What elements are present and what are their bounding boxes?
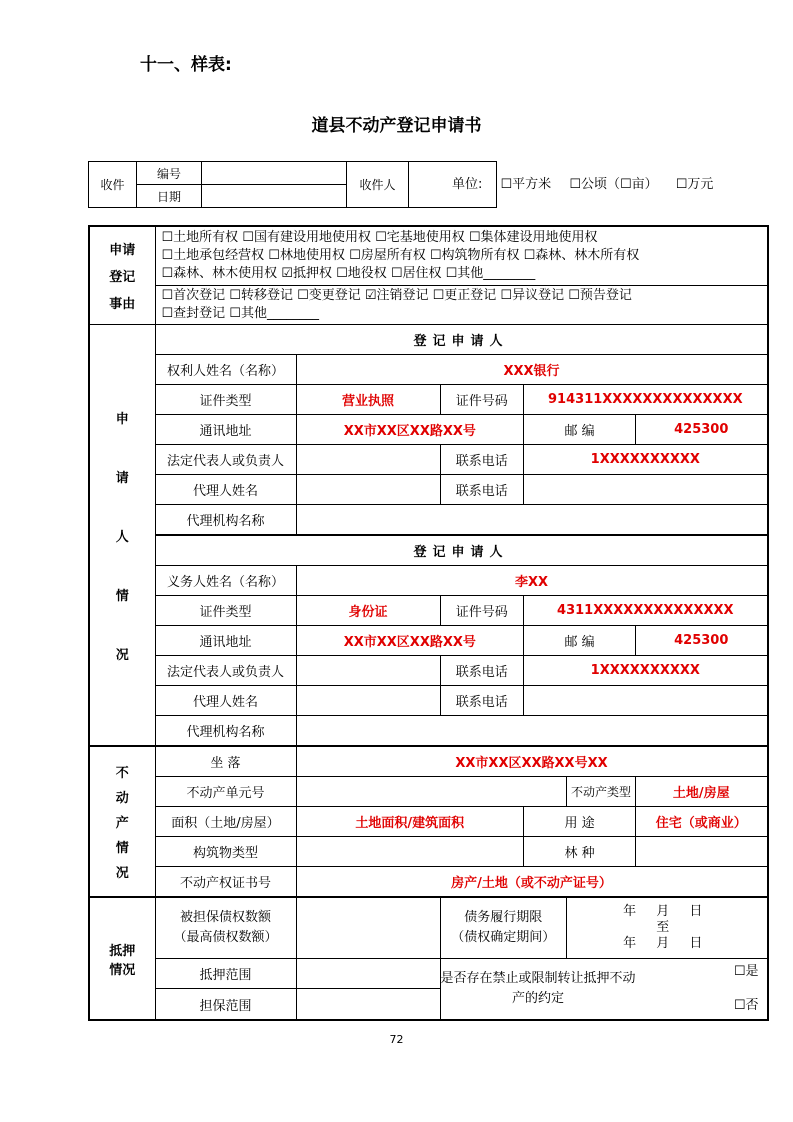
debt-term-dates[interactable] xyxy=(567,897,768,959)
term-start-date[interactable]: 年 月 日 xyxy=(623,904,711,919)
mortgage-side-label: 抵押 情况 xyxy=(89,897,155,1020)
receipt-number-field[interactable] xyxy=(202,162,347,185)
use-label: 用 途 xyxy=(524,807,636,837)
obligor-address-label: 通讯地址 xyxy=(155,626,296,656)
obligor-section-title: 登记申请人 xyxy=(155,535,768,566)
obligee-postcode-value[interactable]: 425300 xyxy=(636,415,768,445)
area-label: 面积（土地/房屋） xyxy=(155,807,296,837)
term-end-date[interactable]: 年 月 日 xyxy=(623,936,711,951)
obligee-agency-label: 代理机构名称 xyxy=(155,505,296,536)
obligee-id-number-value[interactable]: 914311XXXXXXXXXXXXXX xyxy=(524,385,768,415)
unit-number-label: 不动产单元号 xyxy=(155,777,296,807)
receipt-date-label: 日期 xyxy=(137,185,202,208)
obligee-agent-phone-label: 联系电话 xyxy=(440,475,524,505)
obligee-address-label: 通讯地址 xyxy=(155,415,296,445)
obligee-name-label: 权利人姓名（名称） xyxy=(155,355,296,385)
obligor-agent-phone-value[interactable] xyxy=(524,686,768,716)
debt-term-label: 债务履行期限 （债权确定期间） xyxy=(440,897,567,959)
property-type-value[interactable]: 土地/房屋 xyxy=(636,777,768,807)
receipt-number-label: 编号 xyxy=(137,162,202,185)
registration-type-options[interactable] xyxy=(155,286,768,325)
obligor-legal-rep-label: 法定代表人或负责人 xyxy=(155,656,296,686)
obligor-id-type-label: 证件类型 xyxy=(155,596,296,626)
term-to-word: 至 xyxy=(656,920,678,935)
structure-type-value[interactable] xyxy=(296,837,524,867)
obligor-agent-label: 代理人姓名 xyxy=(155,686,296,716)
unit-sqm-checkbox[interactable]: ☐平方米 xyxy=(500,177,552,192)
guarantee-scope-value[interactable] xyxy=(296,989,440,1020)
obligee-agent-phone-value[interactable] xyxy=(524,475,768,505)
obligor-agency-value[interactable] xyxy=(296,716,768,747)
obligee-phone-value[interactable]: 1XXXXXXXXXX xyxy=(524,445,768,475)
section-heading: 十一、样表: xyxy=(140,55,232,75)
obligor-address-value[interactable]: XX市XX区XX路XX号 xyxy=(296,626,524,656)
receipt-table xyxy=(88,161,497,208)
page-number: 72 xyxy=(389,1033,404,1046)
obligor-phone-label: 联系电话 xyxy=(440,656,524,686)
obligee-postcode-label: 邮 编 xyxy=(524,415,636,445)
obligor-legal-rep-value[interactable] xyxy=(296,656,440,686)
property-side-label: 不 动 产 情 况 xyxy=(89,746,155,897)
area-value[interactable]: 土地面积/建筑面积 xyxy=(296,807,524,837)
obligee-agent-label: 代理人姓名 xyxy=(155,475,296,505)
unit-label: 单位: xyxy=(452,177,483,192)
obligee-agency-value[interactable] xyxy=(296,505,768,536)
obligor-phone-value[interactable]: 1XXXXXXXXXX xyxy=(524,656,768,686)
right-type-options[interactable] xyxy=(155,226,768,286)
applicant-side-label: 申 请 人 情 况 xyxy=(89,325,155,747)
obligee-id-type-label: 证件类型 xyxy=(155,385,296,415)
certificate-value[interactable]: 房产/土地（或不动产证号） xyxy=(296,867,768,898)
structure-type-label: 构筑物类型 xyxy=(155,837,296,867)
restriction-yes-checkbox[interactable]: ☐是 xyxy=(733,964,759,979)
obligor-postcode-label: 邮 编 xyxy=(524,626,636,656)
obligor-id-number-label: 证件号码 xyxy=(440,596,524,626)
form-title: 道县不动产登记申请书 xyxy=(311,116,482,136)
certificate-label: 不动产权证书号 xyxy=(155,867,296,898)
location-value[interactable]: XX市XX区XX路XX号XX xyxy=(296,746,768,777)
registration-type-line-2[interactable]: ☐查封登记 ☐其他________ xyxy=(161,306,319,321)
obligee-id-type-value[interactable]: 营业执照 xyxy=(296,385,440,415)
forest-type-label: 林 种 xyxy=(524,837,636,867)
unit-wanyuan-checkbox[interactable]: ☐万元 xyxy=(675,177,714,192)
use-value[interactable]: 住宅（或商业） xyxy=(636,807,768,837)
right-type-line-3[interactable]: ☐森林、林木使用权 ☑抵押权 ☐地役权 ☐居住权 ☐其他________ xyxy=(161,266,536,281)
property-type-label: 不动产类型 xyxy=(567,777,636,807)
location-label: 坐 落 xyxy=(155,746,296,777)
receipt-label: 收件 xyxy=(89,162,137,208)
obligee-address-value[interactable]: XX市XX区XX路XX号 xyxy=(296,415,524,445)
obligor-agent-phone-label: 联系电话 xyxy=(440,686,524,716)
unit-options xyxy=(452,173,727,192)
mortgage-scope-label: 抵押范围 xyxy=(155,959,296,989)
obligee-section-title: 登记申请人 xyxy=(155,325,768,355)
obligee-legal-rep-label: 法定代表人或负责人 xyxy=(155,445,296,475)
restriction-options[interactable] xyxy=(636,959,768,1021)
debt-amount-label: 被担保债权数额 （最高债权数额） xyxy=(155,897,296,959)
registration-type-line-1[interactable]: ☐首次登记 ☐转移登记 ☐变更登记 ☑注销登记 ☐更正登记 ☐异议登记 ☐预告登记 xyxy=(161,288,632,303)
unit-number-value[interactable] xyxy=(296,777,567,807)
mortgage-scope-value[interactable] xyxy=(296,959,440,989)
obligor-agency-label: 代理机构名称 xyxy=(155,716,296,747)
obligor-id-number-value[interactable]: 4311XXXXXXXXXXXXXX xyxy=(524,596,768,626)
obligor-agent-value[interactable] xyxy=(296,686,440,716)
receiver-label: 收件人 xyxy=(347,162,409,208)
debt-amount-value[interactable] xyxy=(296,897,440,959)
forest-type-value[interactable] xyxy=(636,837,768,867)
obligor-name-label: 义务人姓名（名称） xyxy=(155,566,296,596)
restriction-no-checkbox[interactable]: ☐否 xyxy=(733,998,759,1013)
guarantee-scope-label: 担保范围 xyxy=(155,989,296,1020)
obligee-agent-value[interactable] xyxy=(296,475,440,505)
obligee-id-number-label: 证件号码 xyxy=(440,385,524,415)
right-type-line-1[interactable]: ☐土地所有权 ☐国有建设用地使用权 ☐宅基地使用权 ☐集体建设用地使用权 xyxy=(161,230,598,245)
application-form-table xyxy=(88,225,769,1021)
obligee-name-value[interactable]: XXX银行 xyxy=(296,355,768,385)
restriction-label: 是否存在禁止或限制转让抵押不动 产的约定 xyxy=(440,959,636,1021)
reason-side-label: 申请 登记 事由 xyxy=(89,226,155,325)
unit-hectare-checkbox[interactable]: ☐公顷（☐亩） xyxy=(569,177,658,192)
obligee-phone-label: 联系电话 xyxy=(440,445,524,475)
obligee-legal-rep-value[interactable] xyxy=(296,445,440,475)
obligor-id-type-value[interactable]: 身份证 xyxy=(296,596,440,626)
obligor-postcode-value[interactable]: 425300 xyxy=(636,626,768,656)
right-type-line-2[interactable]: ☐土地承包经营权 ☐林地使用权 ☐房屋所有权 ☐构筑物所有权 ☐森林、林木所有权 xyxy=(161,248,640,263)
obligor-name-value[interactable]: 李XX xyxy=(296,566,768,596)
receipt-date-field[interactable] xyxy=(202,185,347,208)
